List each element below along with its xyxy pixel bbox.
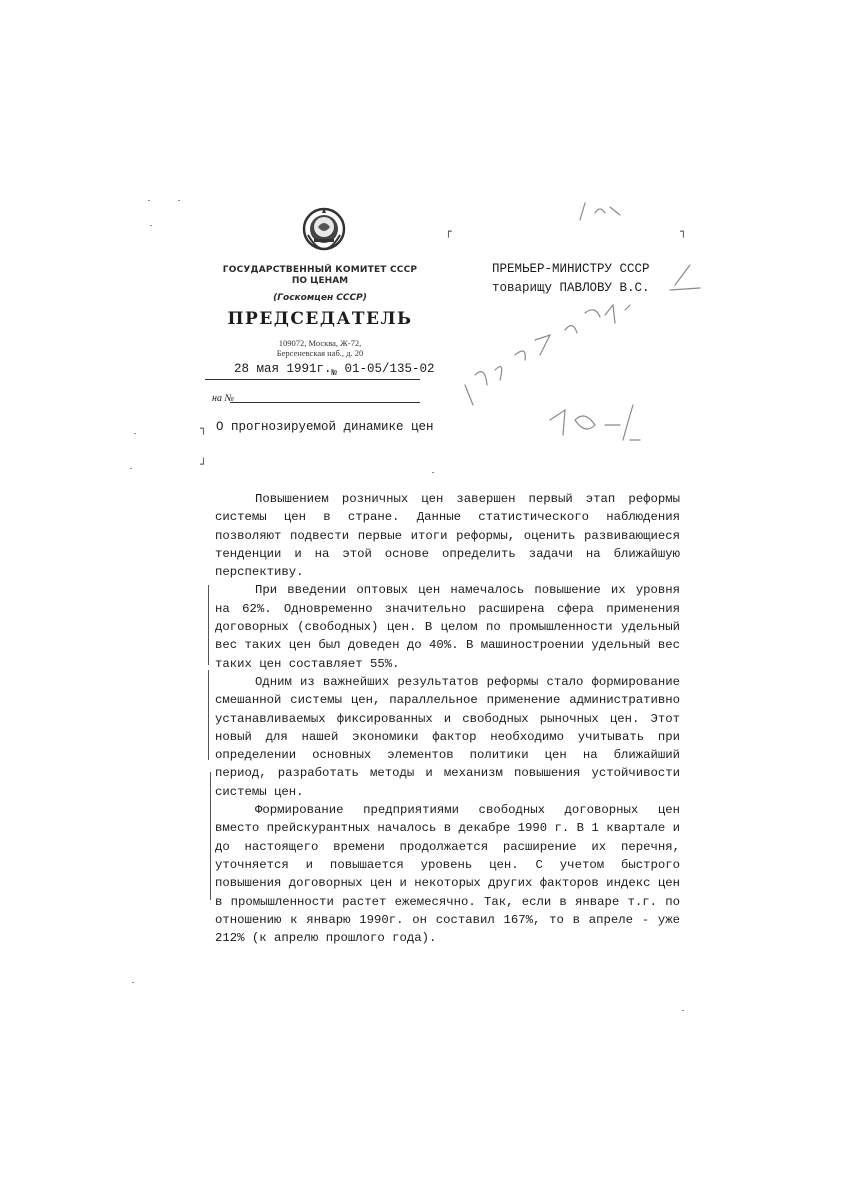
paragraph-1: Повышением розничных цен завершен первый этап реформы системы цен в стране. Данные статистического наблюдения позволяют подвести первые итоги реформы, оценить развивающиеся тенденции и на этой основе определить задачи на ближайшую перспективу. — [215, 492, 680, 580]
document-number: 01-05/135-02 — [344, 362, 435, 376]
document-date: 28 мая 1991г. — [234, 362, 332, 376]
letter-body — [215, 490, 680, 947]
addressee-line2: товарищу ПАВЛОВУ В.С. — [492, 281, 650, 295]
state-emblem-icon — [300, 205, 348, 253]
margin-line-3 — [210, 772, 211, 900]
subject-line: О прогнозируемой динамике цен — [216, 420, 434, 434]
org-name-line2: ПО ЦЕНАМ — [291, 276, 349, 286]
handwritten-annotation — [455, 195, 715, 450]
registration-underline — [205, 379, 420, 380]
address-line1: 109072, Москва, Ж-72, — [278, 338, 362, 348]
registration-line — [234, 362, 434, 378]
paragraph-4: Формирование предприятиями свободных договорных цен вместо прейскурантных началось в декабре 1990 г. В 1 квартале и до настоящего времени продолжается расширение их перечня, уточняется и повышается уровень цен. С учетом быстрого повышения договорных цен и некоторых других факторов индекс цен в промышленности растет ежемесячно. Так, если в январе т.г. по отношению к январю 1990г. он составил 167%, то в апреле - уже 212% (к апрелю прошлого года). — [215, 803, 680, 946]
corner-mark-top: ┌ — [445, 225, 452, 238]
paragraph-2: При введении оптовых цен намечалось повышение их уровня на 62%. Одновременно значительно расширена сфера применения договорных (свободных) цен. В целом по промышленности удельный вес таких цен был доведен до 40%. В машиностроении удельный вес таких цен составляет 55%. — [215, 583, 680, 671]
margin-line-2 — [208, 670, 209, 760]
address-line2: Берсеневская наб., д. 20 — [276, 348, 364, 358]
org-short-name: (Госкомцен СССР) — [273, 293, 367, 303]
corner-mark-right: ┐ — [680, 225, 687, 238]
org-name-line1: ГОСУДАРСТВЕННЫЙ КОМИТЕТ СССР — [222, 265, 418, 275]
margin-line-1 — [208, 585, 209, 665]
reference-underline — [230, 402, 420, 403]
corner-mark-tl: ┐ — [200, 422, 207, 435]
addressee-line1: ПРЕМЬЕР-МИНИСТРУ СССР — [492, 262, 650, 276]
number-sign: № — [331, 368, 337, 378]
corner-mark-bl: ┘ — [200, 458, 207, 471]
reference-label: на № — [212, 393, 234, 404]
letterhead-title: ПРЕДСЕДАТЕЛЬ — [227, 309, 413, 329]
paragraph-3: Одним из важнейших результатов реформы стало формирование смешанной системы цен, параллельное применение административно устанавливаемых фиксированных и свободных рыночных цен. Этот новый для нашей экономики фактор необходимо учитывать при определении основных элементов политики цен на ближайший период, разработать методы и механизм повышения устойчивости системы цен. — [215, 674, 680, 799]
